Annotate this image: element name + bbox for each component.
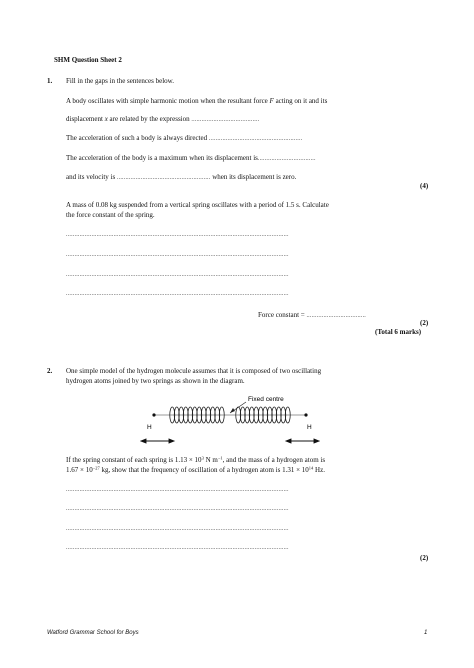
q1-marks-b: (2) [420,319,429,327]
right-oscillation-arrow [286,439,319,443]
footer-school-name: Watford Grammar School for Boys [47,630,139,636]
q1-sentence-4: The acceleration of the body is a maximum when its displacement is.................................. [66,154,316,162]
question-2-number: 2. [47,367,53,375]
q2-answer-line-1: ................................................................................................................................... [66,487,289,493]
hydrogen-molecule-diagram [140,388,320,450]
q1-answer-line-3: ................................................................................................................................... [66,272,289,278]
question-1-number: 1. [47,77,53,85]
q1-partb-line-1: A mass of 0.08 kg suspended from a vertical spring oscillates with a period of 1.5 s. Calculate [66,201,329,209]
q1-gap-1: ........................................ [191,117,260,123]
q1-answer-line-4: ................................................................................................................................... [66,291,289,297]
q1-sentence-2: displacement x are related by the expression ........................................ [66,115,260,123]
q2-spring-constant-text: If the spring constant of each spring is $1.13 \times 10^3$ N $m^{-1}$, and the mass of a hydrogen atom is [66,455,326,464]
q1-sentence-3: The acceleration of such a body is always directed ....................................................... [66,134,303,142]
q1-gap-3: .................................. [257,156,316,162]
force-constant-answer: Force constant = ................................... [258,311,366,319]
q1-total-marks: (Total 6 marks) [375,328,422,336]
q2-answer-line-4: ................................................................................................................................... [66,545,289,551]
right-h-label: H [307,424,312,431]
q1-partb-line-2: the force constant of the spring. [66,211,155,219]
q2-answer-line-2: ................................................................................................................................... [66,506,289,512]
q2-mass-text: $1.67 \times 10^{-27}$ kg, show that the frequency of oscillation of a hydrogen atom is $1.31 \times 10^{14}$ Hz. [66,465,325,474]
left-oscillation-arrow [141,439,174,443]
fixed-centre-label: Fixed centre [248,396,284,403]
left-h-label: H [147,424,152,431]
left-h-atom [152,413,155,416]
q1-answer-line-1: ................................................................................................................................... [66,232,289,238]
q2-line-2: hydrogen atoms joined by two springs as shown in the diagram. [66,377,245,385]
right-h-atom [304,413,307,416]
q2-line-1: One simple model of the hydrogen molecule assumes that it is composed of two oscillating [66,367,322,375]
q1-gap-4: ....................................................... [116,175,211,181]
q1-sentence-5: and its velocity is ....................................................... when its displacement is zero. [66,173,297,181]
q1-intro: Fill in the gaps in the sentences below. [66,77,175,85]
q1-sentence-1: A body oscillates with simple harmonic motion when the resultant force F acting on it and its [66,97,328,105]
footer-page-number: 1 [424,630,428,636]
fixed-centre-arrowhead [230,408,235,413]
q2-marks: (2) [420,554,429,562]
q1-gap-2: ....................................................... [208,136,303,142]
q1-marks-a: (4) [420,182,429,190]
q1-answer-line-2: ................................................................................................................................... [66,252,289,258]
q2-answer-line-3: ................................................................................................................................... [66,526,289,532]
page-title: SHM Question Sheet 2 [54,56,122,64]
